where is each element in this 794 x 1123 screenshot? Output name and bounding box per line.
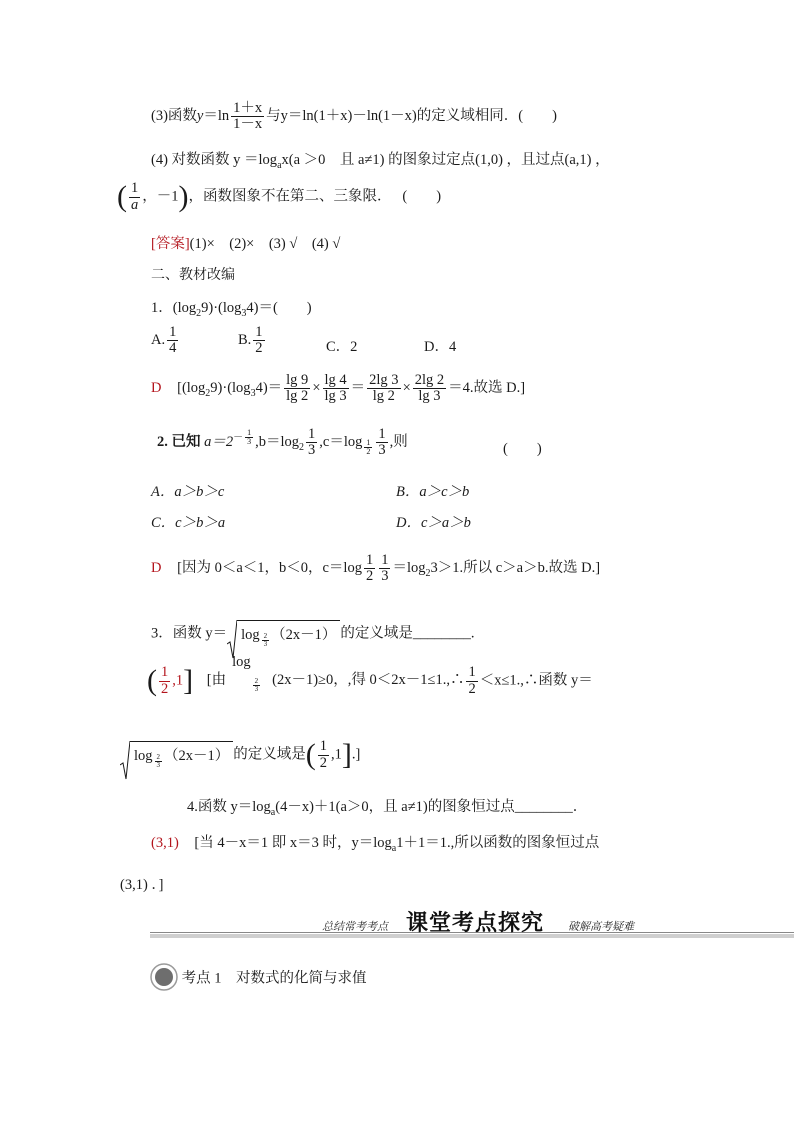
topic-label: 考点 1 对数式的化简与求值 <box>181 970 367 987</box>
item-3 <box>151 101 557 132</box>
section-2-title: 二、教材改编 <box>151 267 235 283</box>
q2-paren: ( ) <box>503 441 542 457</box>
item3-prefix: (3)函数 <box>151 108 197 125</box>
item3-rest: y＝ln(1＋x)－ln(1－x)的定义域相同．( ) <box>280 108 557 125</box>
item3-fraction: $\frac{1+x}{1-x}$ <box>233 100 263 133</box>
banner-title: 课堂考点探究 <box>406 911 545 936</box>
answer-tag: [答案] <box>151 236 190 252</box>
topic-heading <box>150 963 367 991</box>
q4-answer: (3,1) [当 4－x＝1 即 x＝3 时，$y=\log_a1+1=1$.,所以函数的图象恒过点 <box>151 835 600 854</box>
q2-answer-letter: D <box>151 560 162 577</box>
sqrt-sign-icon <box>120 741 130 781</box>
q3-answer-line1: ( $\frac{1}{2}$ ,1] [由log $_{\frac{2}{3}}$ (2x－1)≥0，,得 0＜2x－1≤1.,∴ $\frac{1}{2}$ ＜x≤1.,∴函数 y＝ <box>147 654 593 697</box>
q4-answer-point: (3,1) <box>151 835 179 851</box>
item3-ln: ＝ln <box>203 108 230 125</box>
q2-option-c: C．c＞b＞a <box>151 515 226 531</box>
q2-answer: D [因为 0＜a＜1，b＜0，c＝log $\frac{1}{2}$ $\frac{1}{3}$ $=\log_23>1$.所以 c＞a＞b.故选 D.] <box>151 552 601 585</box>
item3-middle: 与 <box>266 108 281 125</box>
q1-answer: D [$(\log_29)\cdot(\log_34)=$ $\frac{\lg 9}{\lg 2}$ × $\frac{\lg 4}{\lg 3}$ ＝ $\frac{2\lg 3}{\lg 2}$ × $\frac{2\lg 2}{\lg 3}$ ＝4.故选 D.] <box>151 372 526 405</box>
section-banner <box>150 906 794 942</box>
q2-option-a: A．a＞b＞c <box>151 484 225 500</box>
answer-line <box>151 232 340 253</box>
q4-stem: 4.函数 $y=\log_a(4-x)+1(a>0$，且 a≠1)的图象恒过点________． <box>187 799 588 818</box>
item-4-line2: ( $\frac{1}{a}$ ，－1)，函数图象不在第二、三象限． ( ) <box>117 180 442 213</box>
q2-option-d: D．c＞a＞b <box>396 515 471 531</box>
item-4-line1: (4) 对数函数 $y =\log_ax(a >0$ 且 a≠1) 的图象过定点(1,0) ，且过点(a,1) ， <box>151 152 610 171</box>
q1-option-b: B. $\frac{1}{2}$ <box>238 324 263 357</box>
q4-answer-line2: (3,1) ．] <box>120 877 164 893</box>
q1-option-c: C．2 <box>326 339 358 355</box>
q3-answer-fraction: $\frac{1}{2}$ <box>161 664 169 697</box>
item4-fraction: $\frac{1}{a}$ <box>131 180 139 213</box>
item3-y: y <box>196 108 204 125</box>
q2-stem: 2. 已知 $a=2^{- \frac{1}{3}}$ $,b=\log_2$ $\frac{1}{3}$ ,c＝log $_{\frac{1}{2}}$ $\frac{1}{3}$ ,则 <box>157 426 408 459</box>
q2-option-b: B．a＞c＞b <box>396 484 470 500</box>
q1-option-d: D．4 <box>424 339 457 355</box>
topic-bullet-icon <box>150 963 178 991</box>
q3-stem: 3．函数 y＝ log $_{\frac{2}{3}}$ （2x－1） 的定义域是________. <box>151 620 475 648</box>
q1-option-a: A. $\frac{1}{4}$ <box>151 324 177 357</box>
q1-stem: 1．$(\log_29)\cdot(\log_34)=$( ) <box>151 300 312 319</box>
q1-answer-letter: D <box>151 380 162 397</box>
banner-right: 破解高考疑难 <box>568 921 634 933</box>
banner-left: 总结常考考点 <box>322 921 388 933</box>
answer-text: (1)× (2)× (3) √ (4) √ <box>189 236 341 252</box>
q3-sqrt: log $_{\frac{2}{3}}$ （2x－1） <box>227 620 340 648</box>
q3-answer-line2: log $_{\frac{2}{3}}$ （2x－1） 的定义域是( $\frac{1}{2}$ ,1].] <box>120 738 360 772</box>
